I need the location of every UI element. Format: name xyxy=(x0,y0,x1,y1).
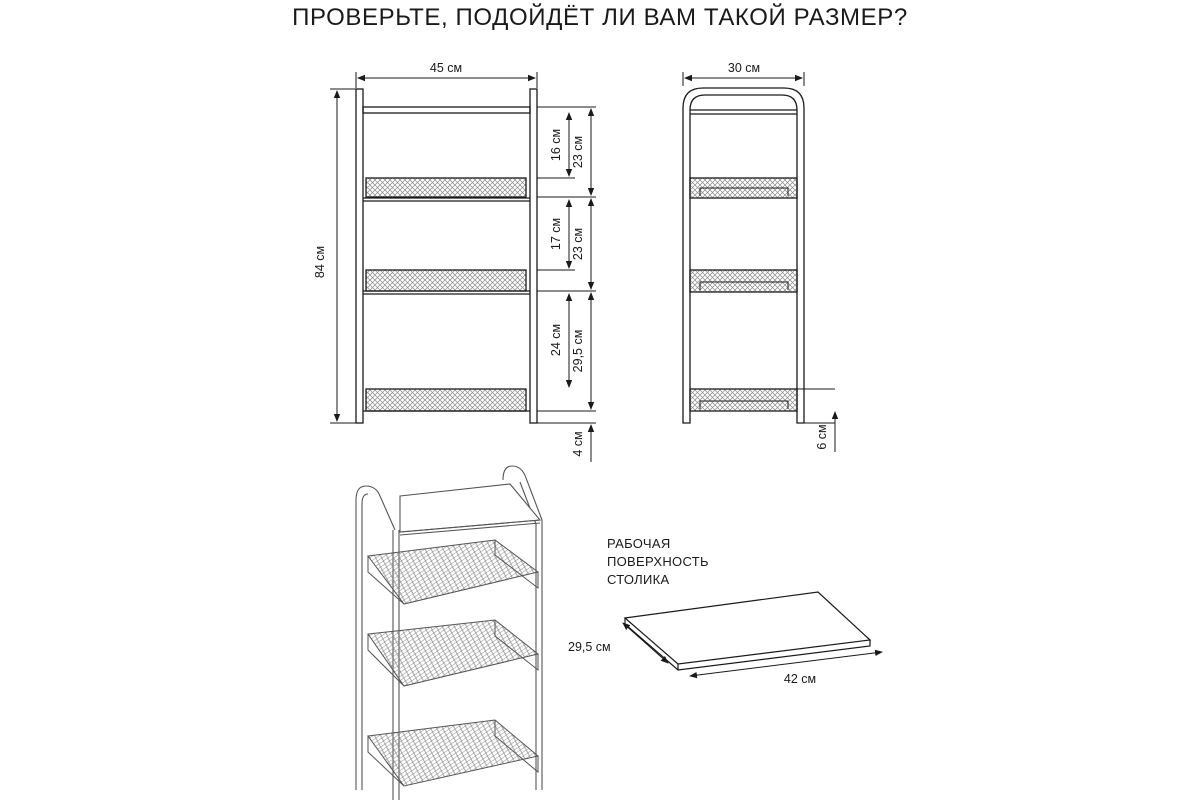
tabletop-caption-line2: ПОВЕРХНОСТЬ xyxy=(607,554,709,569)
gap-bottom-outer-label: 29,5 см xyxy=(571,329,585,373)
tabletop-caption-line3: СТОЛИКА xyxy=(607,572,670,587)
front-shelf-2 xyxy=(366,270,526,291)
front-shelf-3 xyxy=(366,389,526,411)
front-right-post xyxy=(530,89,537,423)
front-left-post xyxy=(356,89,363,423)
perspective-shelves xyxy=(368,540,538,786)
tabletop-view xyxy=(623,592,882,676)
front-top-shelf xyxy=(363,107,530,113)
gap-top-inner-label: 16 см xyxy=(549,128,563,162)
side-shelf-2 xyxy=(690,270,797,292)
side-frame-outer xyxy=(683,88,804,423)
side-leg-label: 6 см xyxy=(815,424,829,450)
gap-mid-inner-label: 17 см xyxy=(549,217,563,251)
gap-top-outer-label: 23 см xyxy=(571,135,585,169)
gap-mid-outer-label: 23 см xyxy=(571,227,585,261)
side-shelf-3 xyxy=(690,389,797,411)
gap-bottom-inner-label: 24 см xyxy=(549,323,563,357)
front-shelf-1 xyxy=(366,178,526,197)
front-view xyxy=(356,89,537,423)
page-title: ПРОВЕРЬТЕ, ПОДОЙДЁТ ЛИ ВАМ ТАКОЙ РАЗМЕР? xyxy=(292,4,908,31)
tabletop-length-label: 42 см xyxy=(783,672,817,686)
front-width-label: 45 см xyxy=(429,61,463,75)
front-height-label: 84 см xyxy=(313,245,327,279)
side-depth-label: 30 см xyxy=(727,61,761,75)
tabletop-caption-line1: РАБОЧАЯ xyxy=(607,536,671,551)
tabletop-depth-label: 29,5 см xyxy=(568,640,611,654)
tabletop-board xyxy=(625,592,870,664)
side-view xyxy=(683,88,804,423)
front-leg-label: 4 см xyxy=(571,431,585,457)
